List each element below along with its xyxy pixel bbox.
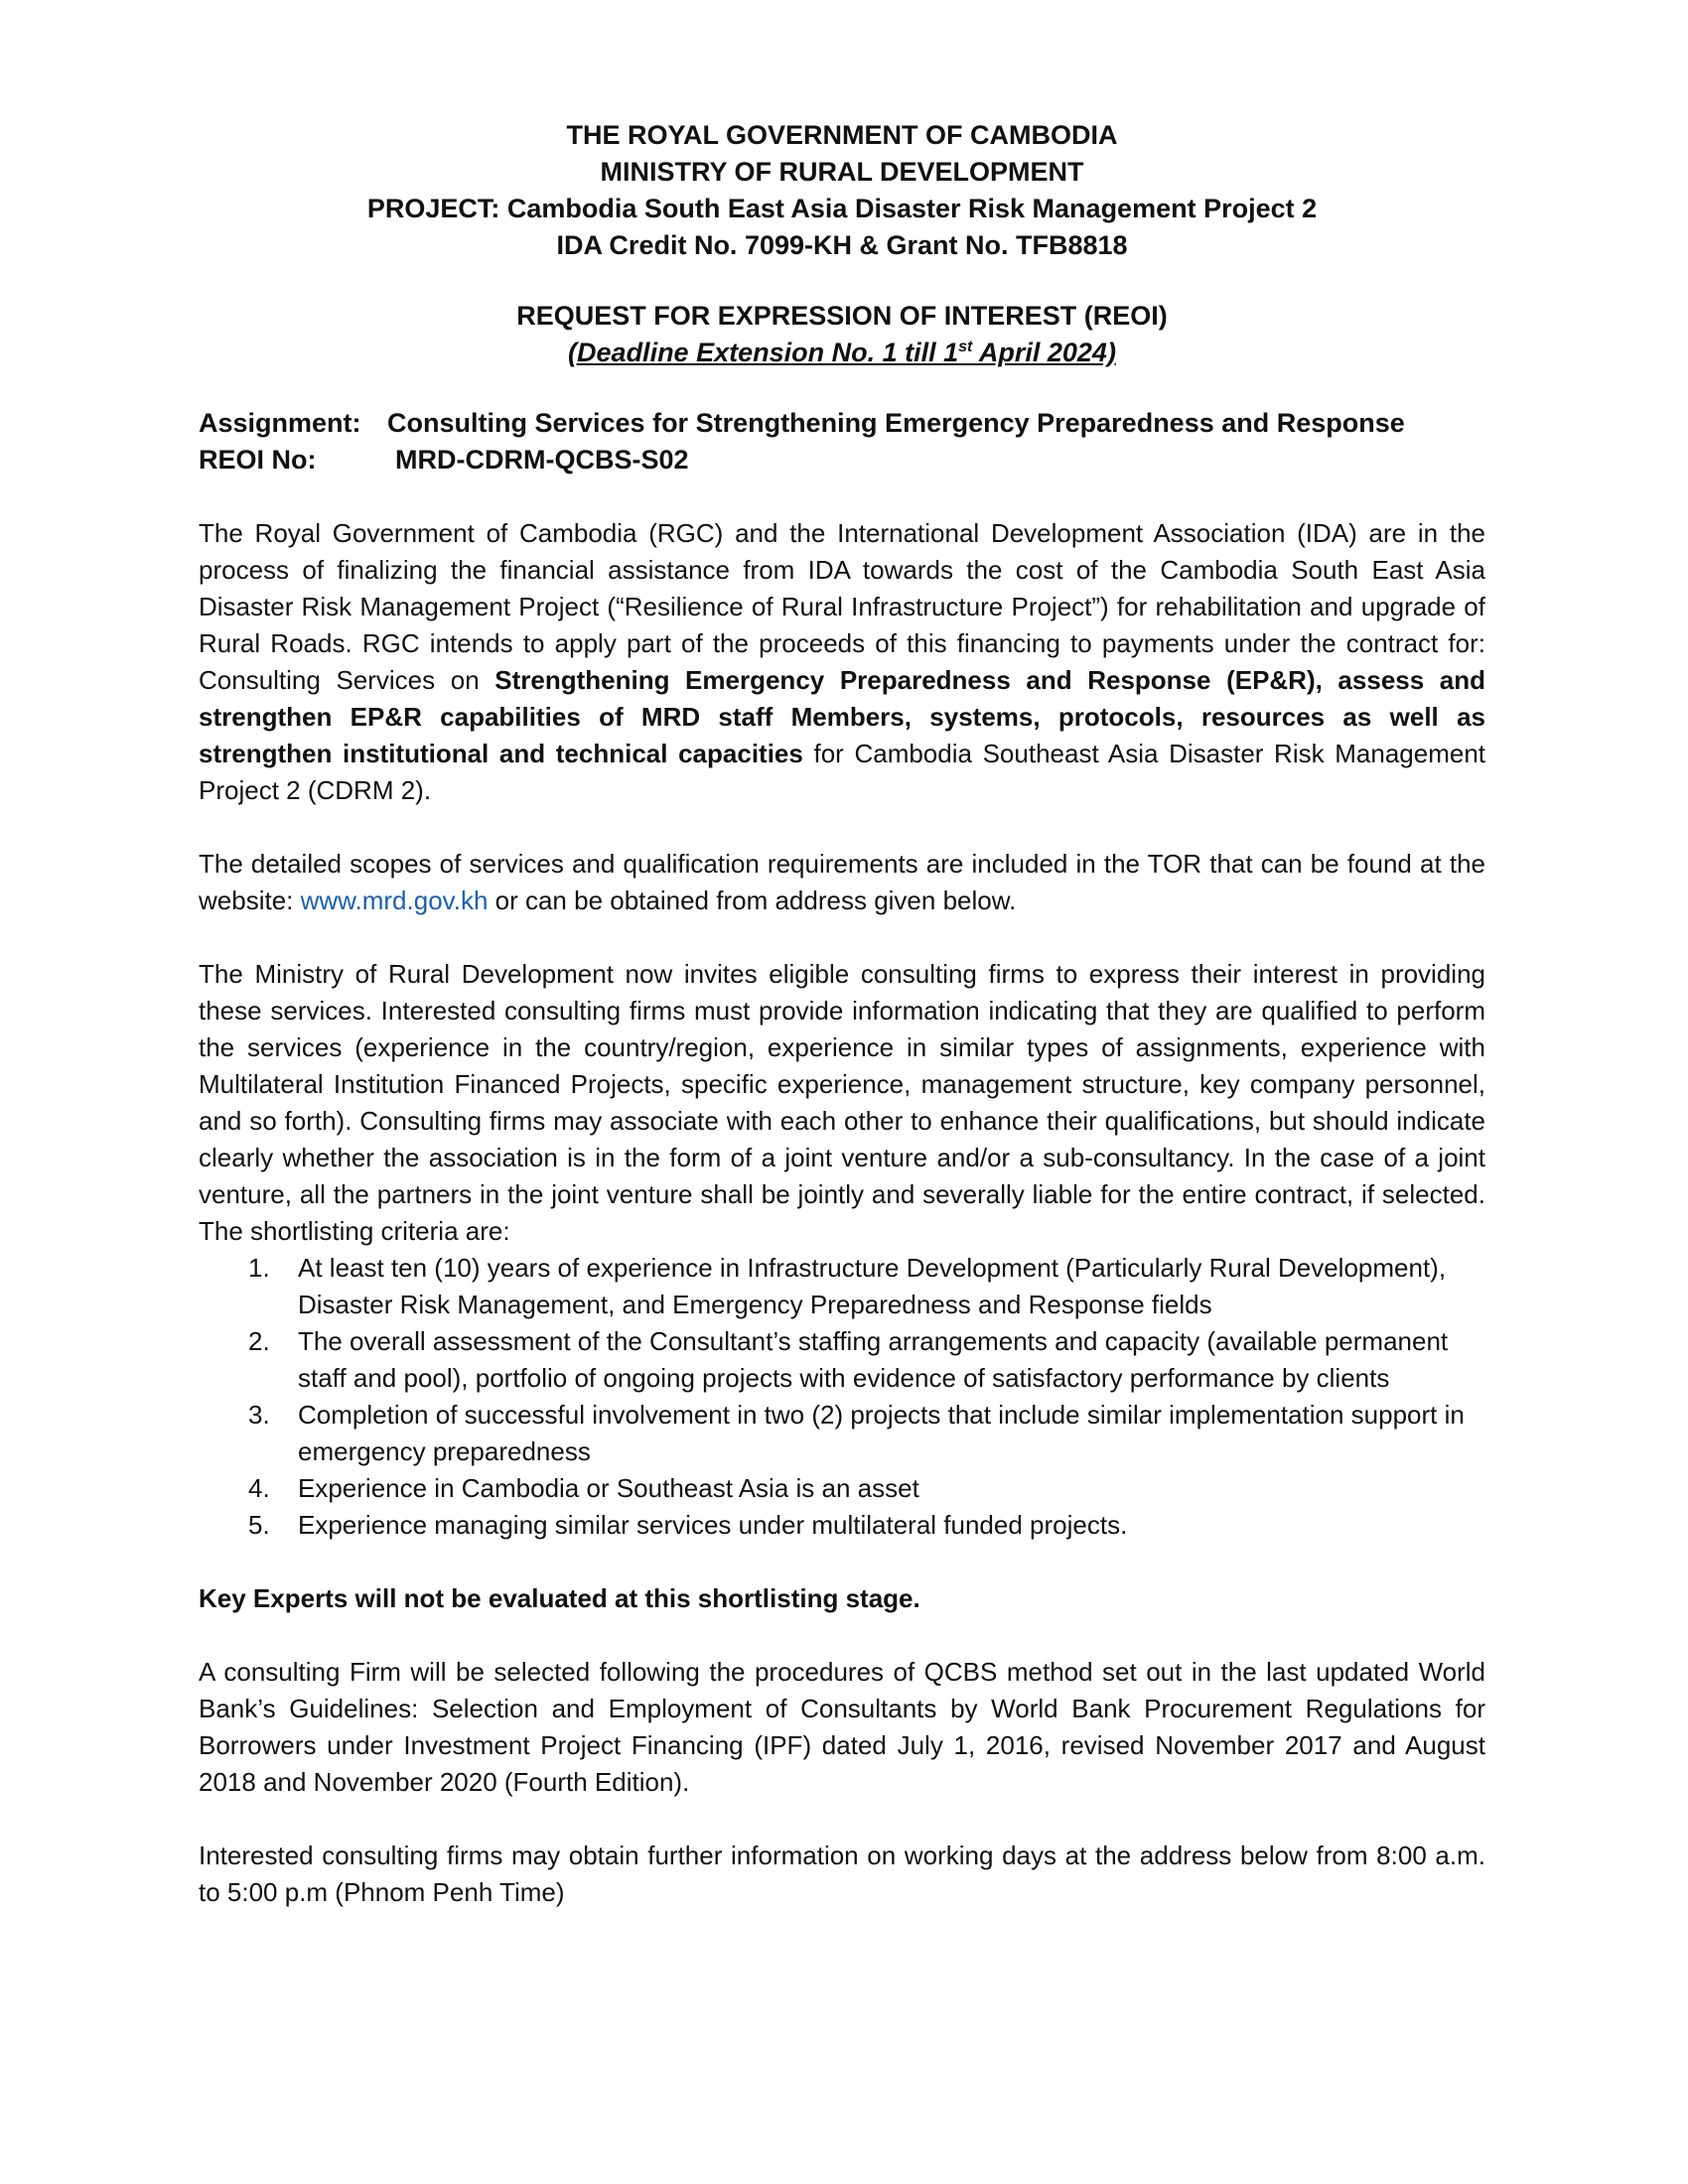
assignment-value: Consulting Services for Strengthening Emergency Preparedness and Response xyxy=(387,408,1405,438)
paragraph-invitation-text: The Ministry of Rural Development now invites eligible consulting firms to express their interest in providing these services. Interested consulting firms must provide information indicating that they are qualified to perform the services (experience in the country/region, experience in similar types of assignments, experience with Multilateral Institution Financed Projects, specific experience, management structure, key company personnel, and so forth). Consulting firms may associate with each other to enhance their qualifications, but should indicate clearly whether the association is in the form of a joint venture and/or a sub-consultancy. In the case of a joint venture, all the partners in the joint venture shall be jointly and severally liable for the entire contract, if selected. The shortlisting criteria are: xyxy=(199,959,1485,1246)
key-experts-note: Key Experts will not be evaluated at this shortlisting stage. xyxy=(199,1583,920,1613)
deadline-extension xyxy=(199,335,1485,371)
criteria-number: 1. xyxy=(248,1253,270,1283)
criteria-text: At least ten (10) years of experience in Infrastructure Development (Particularly Rural Development), Disaster Risk Management, and Emergency Preparedness and Response fields xyxy=(298,1253,1447,1319)
paragraph-intro-part1: The Royal Government of Cambodia (RGC) and the International Development Association (IDA) are in the process of finalizing the financial assistance from IDA towards the cost of the Cambodia South East Asia Disaster Risk Management Project (“Resilience of Rural Infrastructure Project”) for rehabilitation and upgrade of Rural Roads. RGC intends to apply part of the proceeds of this financing to payments under the contract for: Consulting Services on xyxy=(199,518,1485,695)
criteria-item xyxy=(199,1323,1485,1397)
deadline-extension-pre: (Deadline Extension No. 1 till 1 xyxy=(568,338,959,367)
criteria-number: 5. xyxy=(248,1510,270,1540)
reoi-number-label: REOI No: xyxy=(199,445,317,475)
criteria-item xyxy=(199,1470,1485,1507)
reoi-title: REQUEST FOR EXPRESSION OF INTEREST (REOI) xyxy=(516,301,1168,331)
paragraph-tor-part1: The detailed scopes of services and qualification requirements are included in the TOR that can be found at the website: xyxy=(199,849,1485,915)
header-project: PROJECT: Cambodia South East Asia Disaster Risk Management Project 2 xyxy=(366,194,1318,223)
paragraph-intro-part2: for Cambodia Southeast Asia Disaster Risk Management Project 2 (CDRM 2). xyxy=(199,739,1486,805)
criteria-text: The overall assessment of the Consultant’s staffing arrangements and capacity (available permanent staff and pool), portfolio of ongoing projects with evidence of satisfactory performance by clients xyxy=(298,1326,1449,1393)
header-ministry: MINISTRY OF RURAL DEVELOPMENT xyxy=(600,157,1084,187)
criteria-list xyxy=(199,1250,1485,1544)
paragraph-intro xyxy=(199,515,1485,809)
criteria-text: Experience managing similar services under multilateral funded projects. xyxy=(298,1510,1128,1540)
criteria-item xyxy=(199,1397,1485,1470)
reoi-number-row xyxy=(199,442,1485,478)
paragraph-intro-bold: Strengthening Emergency Preparedness and Response (EP&R), assess and strengthen EP&R capabilities of MRD staff Members, systems, protocols, resources as well as strengthen institutional and technical capacities xyxy=(199,665,1486,768)
paragraph-tor-part2: or can be obtained from address given below. xyxy=(488,886,1017,915)
criteria-text: Completion of successful involvement in two (2) projects that include similar implementation support in emergency preparedness xyxy=(298,1400,1465,1466)
paragraph-tor xyxy=(199,846,1485,919)
criteria-number: 3. xyxy=(248,1400,270,1430)
criteria-number: 4. xyxy=(248,1473,270,1503)
reoi-number-value: MRD-CDRM-QCBS-S02 xyxy=(395,445,689,475)
criteria-text: Experience in Cambodia or Southeast Asia is an asset xyxy=(298,1473,919,1503)
document-content xyxy=(199,117,1485,1937)
assignment-label: Assignment: xyxy=(199,408,361,438)
website-link[interactable]: www.mrd.gov.kh xyxy=(300,886,489,915)
paragraph-invitation xyxy=(199,956,1485,1544)
reoi-heading xyxy=(199,298,1485,371)
header-credit: IDA Credit No. 7099-KH & Grant No. TFB8818 xyxy=(556,230,1128,260)
deadline-extension-post: April 2024) xyxy=(972,338,1116,367)
criteria-item xyxy=(199,1250,1485,1323)
criteria-item xyxy=(199,1507,1485,1544)
criteria-number: 2. xyxy=(248,1326,270,1356)
paragraph-selection: A consulting Firm will be selected following the procedures of QCBS method set out in the last updated World Bank’s Guidelines: Selection and Employment of Consultants by World Bank Procurement Regulations for Borrowers under Investment Project Financing (IPF) dated July 1, 2016, revised November 2017 and August 2018 and November 2020 (Fourth Edition). xyxy=(199,1657,1485,1797)
paragraph-contact: Interested consulting firms may obtain further information on working days at the address below from 8:00 a.m. to 5:00 p.m (Phnom Penh Time) xyxy=(199,1841,1485,1907)
header-government: THE ROYAL GOVERNMENT OF CAMBODIA xyxy=(566,120,1118,150)
assignment-block xyxy=(199,405,1485,478)
assignment-row xyxy=(199,405,1485,442)
deadline-extension-sup: st xyxy=(958,339,973,355)
document-header xyxy=(199,117,1485,264)
